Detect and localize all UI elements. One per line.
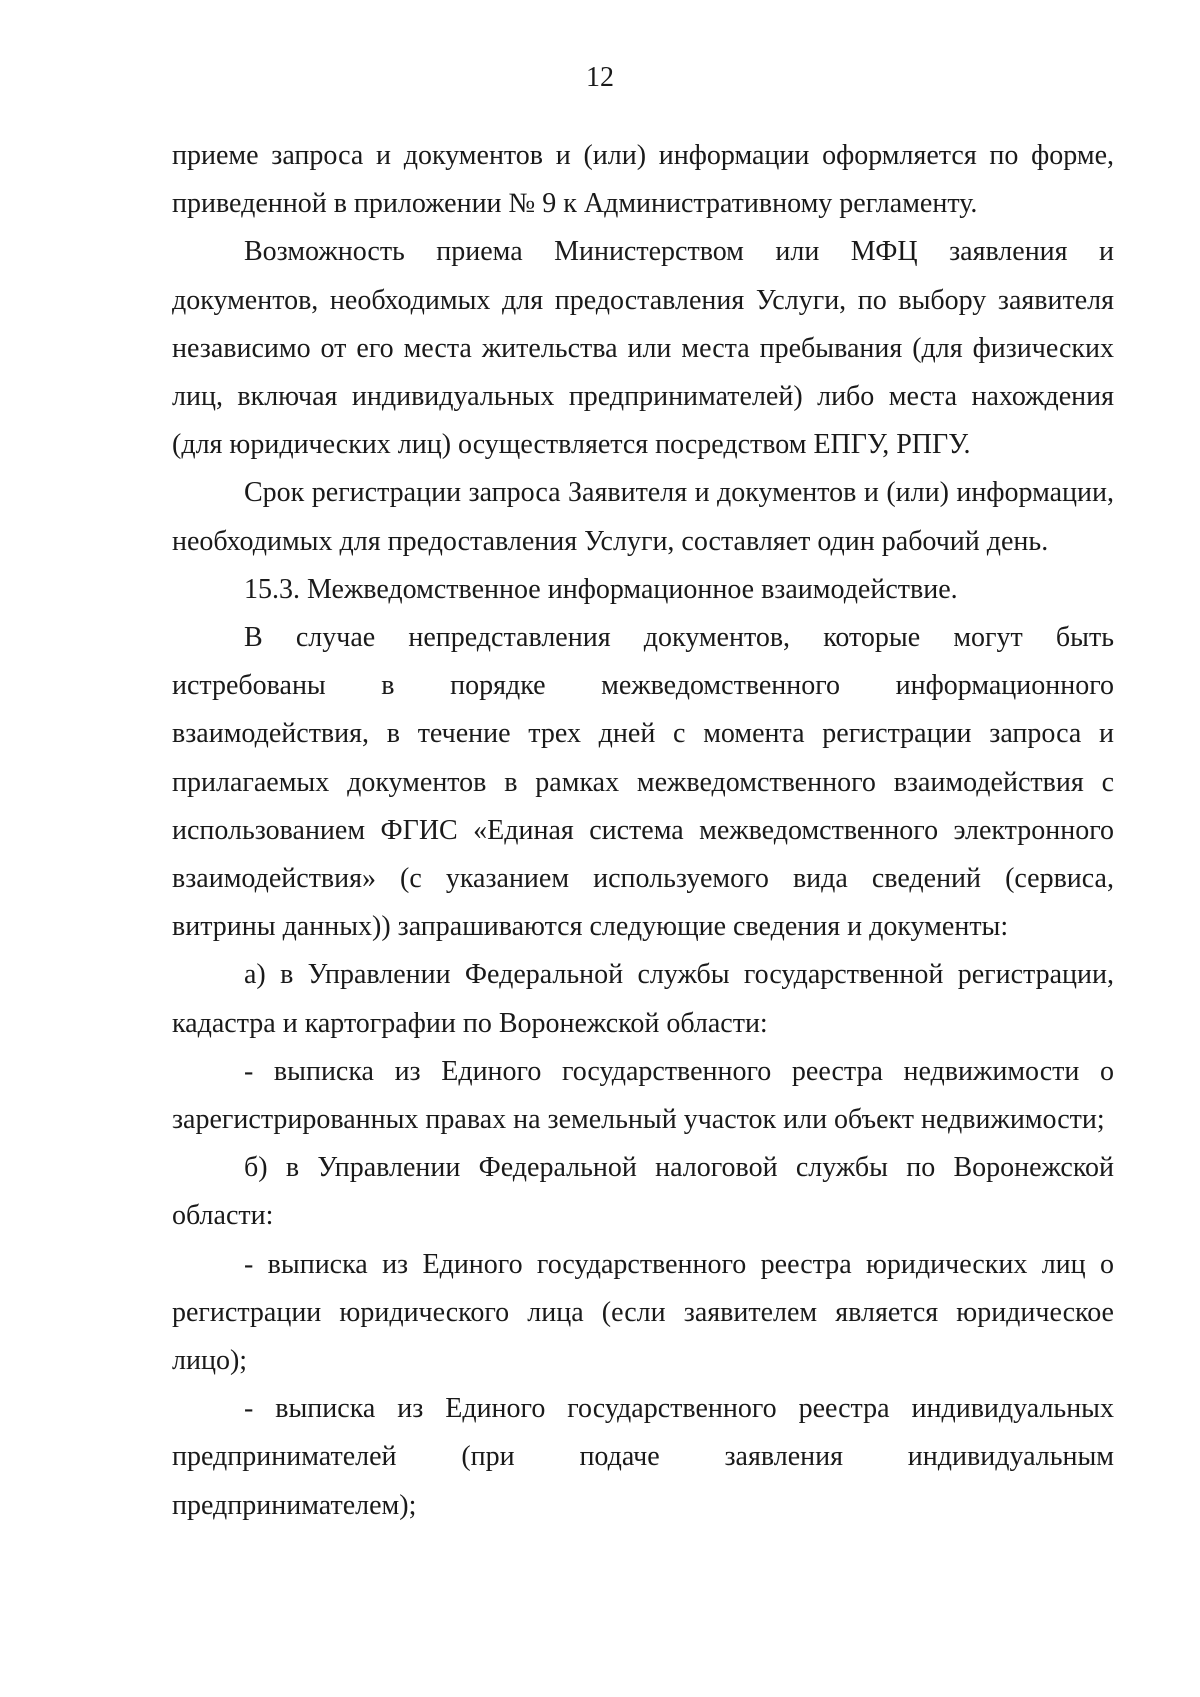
list-subitem-egrn-extract: - выписка из Единого государственного реестра недвижимости о зарегистрированных правах на земельный участок или объект недвижимости; xyxy=(172,1055,1114,1136)
document-body xyxy=(172,132,1114,1530)
paragraph-form-reference: приеме запроса и документов и (или) информации оформляется по форме, приведенной в приложении № 9 к Административному регламенту. xyxy=(172,140,1114,220)
paragraph-submission-options: Возможность приема Министерством или МФЦ заявления и документов, необходимых для предоставления Услуги, по выбору заявителя независимо от его места жительства или места пребывания (для физических лиц, включая индивидуальных предпринимателей) либо места нахождения (для юридических лиц) осуществляется посредством ЕПГУ, РПГУ. xyxy=(172,236,1114,461)
paragraph-interagency-request: В случае непредставления документов, которые могут быть истребованы в порядке межведомственного информационного взаимодействия, в течение трех дней с момента регистрации запроса и прилагаемых документов в рамках межведомственного взаимодействия с использованием ФГИС «Единая система межведомственного электронного взаимодействия» (с указанием используемого вида сведений (сервиса, витрины данных)) запрашиваются следующие сведения и документы: xyxy=(172,622,1114,943)
page-number: 12 xyxy=(586,62,614,93)
list-item-b: б) в Управлении Федеральной налоговой службы по Воронежской области: xyxy=(172,1152,1114,1232)
section-heading-15-3: 15.3. Межведомственное информационное взаимодействие. xyxy=(244,573,958,605)
list-subitem-egrip-extract: - выписка из Единого государственного реестра индивидуальных предпринимателей (при подаче заявления индивидуальным предпринимателем); xyxy=(172,1393,1114,1521)
list-subitem-egrul-extract: - выписка из Единого государственного реестра юридических лиц о регистрации юридического лица (если заявителем является юридическое лицо); xyxy=(172,1248,1114,1377)
list-item-a: а) в Управлении Федеральной службы государственной регистрации, кадастра и картографии по Воронежской области: xyxy=(172,959,1114,1039)
paragraph-registration-term: Срок регистрации запроса Заявителя и документов и (или) информации, необходимых для предоставления Услуги, составляет один рабочий день. xyxy=(172,477,1114,557)
